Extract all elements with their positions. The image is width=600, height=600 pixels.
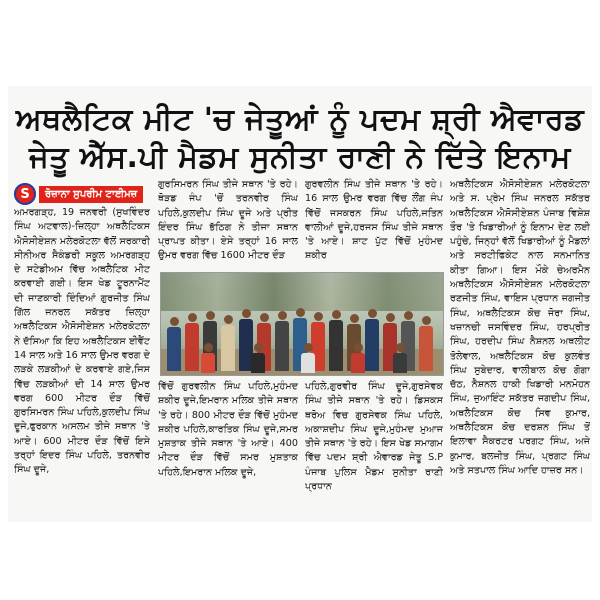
photo-person [419,316,433,371]
article-column-1: ਅਮਰਗੜ੍ਹ, 19 ਜਨਵਰੀ (ਸੁਖਵਿੰਦਰ ਸਿੰਘ ਅਟਵਾਲ)-ਜ਼ਿਲ੍ਹਾ ਅਥਲੈਟਿਕਸ ਐਸੋਸੀਏਸ਼ਨ ਮਲੇਰਕੋਟਲਾ ਵੱਲੋਂ ਸਰਕਾਰੀ ਸੀਨੀਅਰ ਸੈਕੰਡਰੀ ਸਕੂਲ ਅਮਰਗੜ੍ਹ ਦੇ ਸਟੇਡੀਅਮ ਵਿੱਚ ਅਥਲੈਟਿਕ ਮੀਟ ਕਰਵਾਈ ਗਈ। ਇਸ ਖੇਡ ਟੂਰਨਾਮੈਂਟ ਦੀ ਜਾਣਕਾਰੀ ਦਿੰਦਿਆਂ ਗੁਰਜੀਤ ਸਿੰਘ ਗਿੱਲ ਜਨਰਲ ਸਕੱਤਰ ਜ਼ਿਲ੍ਹਾ ਅਥਲੈਟਿਕਸ ਐਸੋਸੀਏਸ਼ਨ ਮਲੇਰਕੋਟਲਾ ਨੇ ਦੱਸਿਆ ਕਿ ਇਹ ਅਥਲੈਟਿਕਸ ਈਵੈਂਟ 14 ਸਾਲ ਅਤੇ 16 ਸਾਲ ਉਮਰ ਵਰਗ ਦੇ ਲੜਕੇ ਲੜਕੀਆਂ ਦੇ ਕਰਵਾਏ ਗਏ,ਜਿਸ ਵਿੱਚ ਲੜਕੀਆਂ ਦੀ 14 ਸਾਲ ਉਮਰ ਵਰਗ 600 ਮੀਟਰ ਦੌੜ ਵਿੱਚੋਂ ਗੁਰਸਿਮਰਨ ਸਿੰਘ ਪਹਿਲੇ,ਕੁਲਦੀਪ ਸਿੰਘ ਦੂਜੇ,ਫੁਰਕਾਨ ਅਸਲਮ ਤੀਜੇ ਸਥਾਨ 'ਤੇ ਆਏ। 600 ਮੀਟਰ ਦੌੜ ਵਿੱਚੋਂ ਇਸੇ ਤਰ੍ਹਾਂ ਇਦਰ ਸਿੰਘ ਪਹਿਲੇ, ਤਰਨਵੀਰ ਸਿੰਘ ਦੂਜੇ, [14,207,150,476]
article-column-3-top: ਗੁਰਵਲੀਨ ਸਿੰਘ ਤੀਜੇ ਸਥਾਨ 'ਤੇ ਰਹੇ। 16 ਸਾਲ ਉਮਰ ਵਰਗ ਵਿੱਚ ਲੌਂਗ ਜੰਪ ਵਿੱਚੋਂ ਜਸਕਰਨ ਸਿੰਘ ਪਹਿਲੇ,ਜਤਿਨ ਵਾਲੀਆਂ ਦੂਜੇ,ਹਰਜਸ ਸਿੰਘ ਤੀਜੇ ਸਥਾਨ 'ਤੇ ਆਏ। ਸ਼ਾਟ ਪੁੱਟ ਵਿੱਚੋਂ ਮੁਹੰਮਦ ਸ਼ਕੀਰ [305,179,443,262]
headline-line-2: ਜੇਤੂ ਐੱਸ.ਪੀ ਮੈਡਮ ਸੁਨੀਤਾ ਰਾਣੀ ਨੇ ਦਿੱਤੇ ਇਨਾਮ [29,140,571,175]
article-column-3-bottom: ਪਹਿਲੇ,ਗੁਰਵੀਰ ਸਿੰਘ ਦੂਜੇ,ਗੁਰਸੇਵਕ ਸਿੰਘ ਤੀਜੇ ਸਥਾਨ 'ਤੇ ਰਹੇ। ਡਿਸਕਸ ਥਰੋਅ ਵਿਚ ਗੁਰਸੇਵਕ ਸਿੰਘ ਪਹਿਲੇ, ਅਕਾਸ਼ਦੀਪ ਸਿੰਘ ਦੂਜੇ,ਮੁਹੰਮਦ ਮੁਆਜ ਤੀਜੇ ਸਥਾਨ 'ਤੇ ਰਹੇ। ਇਸ ਖੇਡ ਸਮਾਗਮ ਵਿੱਚ ਪਦਮ ਸ਼੍ਰੀ ਐਵਾਰਡ ਜੇਤੂ S.P ਪੰਜਾਬ ਪੁਲਿਸ ਮੈਡਮ ਸੁਨੀਤਾ ਰਾਣੀ ਪ੍ਰਧਾਨ [305,381,443,493]
article-column-2-bottom: ਵਿੱਚੋਂ ਗੁਰਵਲੀਨ ਸਿੰਘ ਪਹਿਲੇ,ਮੁਹੰਮਦ ਸ਼ਕੀਰ ਦੂਜੇ,ਇਮਰਾਨ ਮਲਿਕ ਤੀਜੇ ਸਥਾਨ 'ਤੇ ਰਹੇ। 800 ਮੀਟਰ ਦੌੜ ਵਿੱਚੋਂ ਮੁਹੰਮਦ ਸ਼ਕੀਰ ਪਹਿਲੇ,ਕਾਰਤਿਕ ਸਿੰਘ ਦੂਜੇ,ਸਮਰ ਮੁਸ਼ਤਾਕ ਤੀਜੇ ਸਥਾਨ 'ਤੇ ਆਏ। 400 ਮੀਟਰ ਦੌੜ ਵਿੱਚੋਂ ਸਮਰ ਮੁਸ਼ਤਾਕ ਪਹਿਲੇ,ਇਮਰਾਨ ਮਲਿਕ ਦੂਜੇ, [158,381,298,478]
headline-line-1: ਅਥਲੈਟਿਕ ਮੀਟ 'ਚ ਜੇਤੂਆਂ ਨੂੰ ਪਦਮ ਸ਼੍ਰੀ ਐਵਾਰਡ [15,102,585,137]
newspaper-name: ਰੋਜ਼ਾਨਾ ਸੁਪਰੀਮ ਟਾਈਮਜ਼ [39,186,143,203]
photo-person [221,315,235,371]
photo-person [275,311,289,371]
photo-person-kneeling [251,343,265,373]
article-column-4: ਅਥਲੈਟਿਕਸ ਐਸੋਸੀਏਸ਼ਨ ਮਲੇਰਕੋਟਲਾ ਅਤੇ ਸ. ਪ੍ਰੇਮ ਸਿੰਘ ਜਨਰਲ ਸਕੱਤਰ ਅਥਲੈਟਿਕਸ ਐਸੋਸੀਏਸ਼ਨ ਪੰਜਾਬ ਵਿਸ਼ੇਸ਼ ਤੌਰ 'ਤੇ ਖਿਡਾਰੀਆਂ ਨੂੰ ਇਨਾਮ ਦੇਣ ਲਈ ਪਹੁੰਚੇ, ਜਿਨ੍ਹਾਂ ਵੱਲੋਂ ਖਿਡਾਰੀਆਂ ਨੂੰ ਮੈਡਲਾਂ ਅਤੇ ਸਰਟੀਫਿਕੇਟ ਨਾਲ ਸਨਮਾਨਿਤ ਕੀਤਾ ਗਿਆ। ਇਸ ਮੌਕੇ ਚੇਅਰਮੈਨ ਅਥਲੈਟਿਕਸ ਐਸੋਸੀਏਸ਼ਨ ਮਲੇਰਕੋਟਲਾ ਰਣਜੀਤ ਸਿੰਘ, ਵਾਇਸ ਪ੍ਰਧਾਨ ਜਗਜੀਤ ਸਿੰਘ, ਅਥਲੈਟਿਕਸ ਕੋਚ ਜੋਰਾ ਸਿੰਘ, ਖਜ਼ਾਨਚੀ ਜਸਵਿੰਦਰ ਸਿੰਘ, ਹਰਪ੍ਰੀਤ ਸਿੰਘ, ਹਰਦੀਪ ਸਿੰਘ ਨੈਸ਼ਨਲ ਅਥਲੀਟ ਤੋਲੇਵਾਲ, ਅਥਲੈਟਿਕਸ ਕੋਚ ਕੁਲਵੰਤ ਸਿੰਘ ਸੁਬੇਦਾਰ, ਵਾਲੀਬਾਲ ਕੋਚ ਗੋਗਾ ਚੱਠ, ਨੈਸ਼ਨਲ ਹਾਕੀ ਖਿਡਾਰੀ ਮਨਮੋਹਨ ਸਿੰਘ, ਜੁਆਇੰਟ ਸਕੱਤਰ ਜਗਦੀਪ ਸਿੰਘ, ਅਥਲੈਟਿਕਸ ਕੋਚ ਸਿਵ ਕੁਮਾਰ, ਅਥਲੈਟਿਕਸ ਕੋਚ ਦਰਸ਼ਨ ਸਿੰਘ ਤੋਂ ਇਲਾਵਾ ਸੈਕਰਟਰ ਪਰਗਟ ਸਿੰਘ, ਅਜੇ ਕੁਮਾਰ, ਬਲਜੀਤ ਸਿੰਘ, ਪ੍ਰਗਟ ਸਿੰਘ ਅਤੇ ਸਤਪਾਲ ਸਿੰਘ ਆਦਿ ਹਾਜ਼ਰ ਸਨ। [450,179,590,476]
photo-person [329,310,343,371]
photo-person-kneeling [201,343,215,373]
photo-person [167,317,181,371]
photo-person-kneeling [351,343,365,373]
photo-person [365,309,379,371]
newspaper-logo-icon: S [14,183,36,205]
article-column-2-top: ਗੁਰਸਿਮਰਨ ਸਿੰਘ ਤੀਜੇ ਸਥਾਨ 'ਤੇ ਰਹੇ। ਥੋੜਡ ਜੰਪ 'ਚੋਂ ਤਰਨਵੀਰ ਸਿੰਘ ਪਹਿਲੇ,ਕੁਲਦੀਪ ਸਿੰਘ ਦੂਜੇ ਅਤੇ ਪ੍ਰੀਤ ਇੰਦਰ ਸਿੰਘ ਭੱਠਿਗ ਨੇ ਤੀਜਾ ਸਥਾਨ ਪ੍ਰਾਪਤ ਕੀਤਾ। ਏਸੇ ਤਰ੍ਹਾਂ 16 ਸਾਲ ਉਮਰ ਵਰਗ ਵਿੱਚ 1600 ਮੀਟਰ ਦੌੜ [158,179,298,262]
photo-person-kneeling [393,343,407,373]
photo-person-kneeling [301,343,315,373]
masthead [14,183,143,205]
group-photo [160,272,444,376]
photo-person [185,313,199,371]
photo-background-trees [161,273,443,311]
